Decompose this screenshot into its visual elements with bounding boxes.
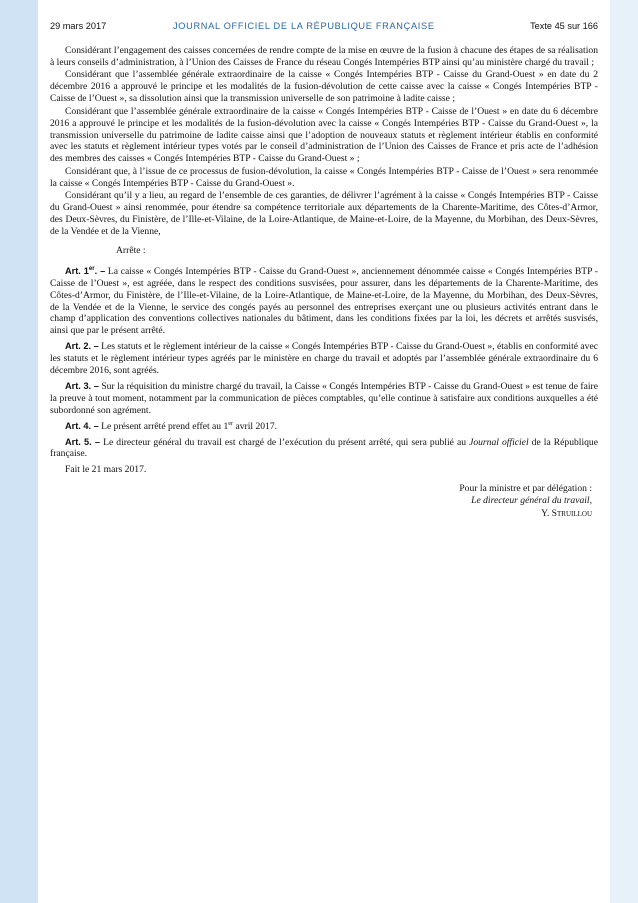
left-margin-band bbox=[0, 0, 38, 903]
article-1 bbox=[50, 266, 598, 337]
considerant-paragraph: Considérant que l’assemblée générale extraordinaire de la caisse « Congés Intempéries BTP - Caisse du Grand-Ouest » en date du 2 décembre 2016 a approuvé le principe et les modalités de la fusion-dévolution de cette caisse avec la caisse « Congés Intempéries BTP - Caisse de l’Ouest », sa dissolution ainsi que la transmission universelle de son patrimoine à ladite caisse ; bbox=[50, 69, 598, 105]
article-label: Art. 2. – bbox=[65, 341, 99, 352]
article-label: Art. 4. – bbox=[65, 420, 99, 431]
right-margin-band bbox=[610, 0, 638, 903]
signing-date: Fait le 21 mars 2017. bbox=[65, 464, 147, 476]
article-5 bbox=[50, 437, 598, 461]
article-text: Le directeur général du travail est chargé de l’exécution du présent arrêté, qui sera publié au Journal officiel de la République française. bbox=[50, 436, 598, 460]
article-3 bbox=[50, 381, 598, 417]
header-text-number: Texte 45 sur 166 bbox=[530, 21, 598, 31]
document-body bbox=[50, 45, 598, 520]
signature-name: Y. Struillou bbox=[541, 507, 592, 519]
signature-delegation: Pour la ministre et par délégation : bbox=[459, 483, 592, 495]
signature-role: Le directeur général du travail, bbox=[471, 495, 592, 507]
article-text: La caisse « Congés Intempéries BTP - Caisse du Grand-Ouest », anciennement dénommée caisse « Congés Intempéries BTP - Caisse de l’Ouest », est agréée, dans le respect des conditions susvisées, pour assurer, dans les départements de la Charente-Maritime, des Côtes-d’Armor, du Finistère, de l’Ille-et-Vilaine, de la Loire-Atlantique, de Maine-et-Loire, de la Mayenne, du Morbihan, des Deux-Sèvres, de la Vendée et de la Vienne, le service des congés payés au personnel des entreprises exerçant une ou plusieurs activités entrant dans le champ d’application des conventions collectives nationales du bâtiment, dans les conditions fixées par la loi, les décrets et arrêtés susvisés, ainsi que par le présent arrêté. bbox=[50, 265, 598, 337]
article-text: Sur la réquisition du ministre chargé du travail, la Caisse « Congés Intempéries BTP - Caisse du Grand-Ouest » est tenue de faire la preuve à tout moment, notamment par la communication de pièces comptables, qu’elle continue à satisfaire aux conditions auxquelles a été subordonné son agrément. bbox=[50, 380, 598, 416]
article-text: Les statuts et le règlement intérieur de la caisse « Congés Intempéries BTP - Caisse du Grand-Ouest », établis en conformité avec les statuts et le règlement intérieur types agréés par le ministère en charge du travail et adoptés par l’assemblée générale extraordinaire du 6 décembre 2016, sont agréés. bbox=[50, 341, 598, 377]
signature-block bbox=[50, 483, 598, 520]
article-2 bbox=[50, 341, 598, 377]
considerant-paragraph: Considérant l’engagement des caisses concernées de rendre compte de la mise en œuvre de la fusion à chacune des étapes de sa réalisation à leurs conseils d’administration, à l’Union des Caisses de France du réseau Congés Intempéries BTP ainsi qu’au ministère chargé du travail ; bbox=[50, 45, 598, 68]
header-journal-title: JOURNAL OFFICIEL DE LA RÉPUBLIQUE FRANÇAISE bbox=[173, 21, 435, 31]
page-header bbox=[50, 21, 598, 35]
article-label: Art. 1er. – bbox=[65, 264, 106, 276]
article-label: Art. 5. – bbox=[65, 436, 101, 447]
arrete-heading: Arrête : bbox=[116, 244, 146, 256]
header-date: 29 mars 2017 bbox=[50, 21, 107, 31]
considerant-paragraph: Considérant que, à l’issue de ce processus de fusion-dévolution, la caisse « Congés Intempéries BTP - Caisse de l’Ouest » sera renommée la caisse « Congés Intempéries BTP - Caisse du Grand-Ouest ». bbox=[50, 165, 598, 189]
considerant-paragraph: Considérant qu’il y a lieu, au regard de l’ensemble de ces garanties, de délivrer l’agrément à la caisse « Congés Intempéries BTP - Caisse du Grand-Ouest » ainsi renommée, pour étendre sa compétence territoriale aux départements de la Charente-Maritime, des Côtes-d’Armor, des Deux-Sèvres, du Finistère, de l’Ille-et-Vilaine, de la Loire-Atlantique, de Maine-et-Loire, de la Mayenne, du Morbihan, des Deux-Sèvres, de la Vendée et de la Vienne, bbox=[50, 190, 598, 237]
article-text: Le présent arrêté prend effet au 1er avril 2017. bbox=[101, 419, 278, 432]
article-label: Art. 3. – bbox=[65, 380, 99, 391]
article-4 bbox=[50, 421, 598, 433]
considerant-paragraph: Considérant que l’assemblée générale extraordinaire de la caisse « Congés Intempéries BTP - Caisse de l’Ouest » en date du 6 décembre 2016 a approuvé le principe et les modalités de la fusion-dévolution avec la caisse « Congés Intempéries BTP - Caisse du Grand-Ouest », la transmission universelle du patrimoine de ladite caisse ainsi que l’adoption de nouveaux statuts et règlement intérieur établis en conformité avec les statuts et règlement intérieur types votés par le conseil d’administration de l’Union des Caisses de France et pris acte de l’adhésion des membres des caisses « Congés Intempéries BTP - Caisse du Grand-Ouest » ; bbox=[50, 105, 598, 165]
